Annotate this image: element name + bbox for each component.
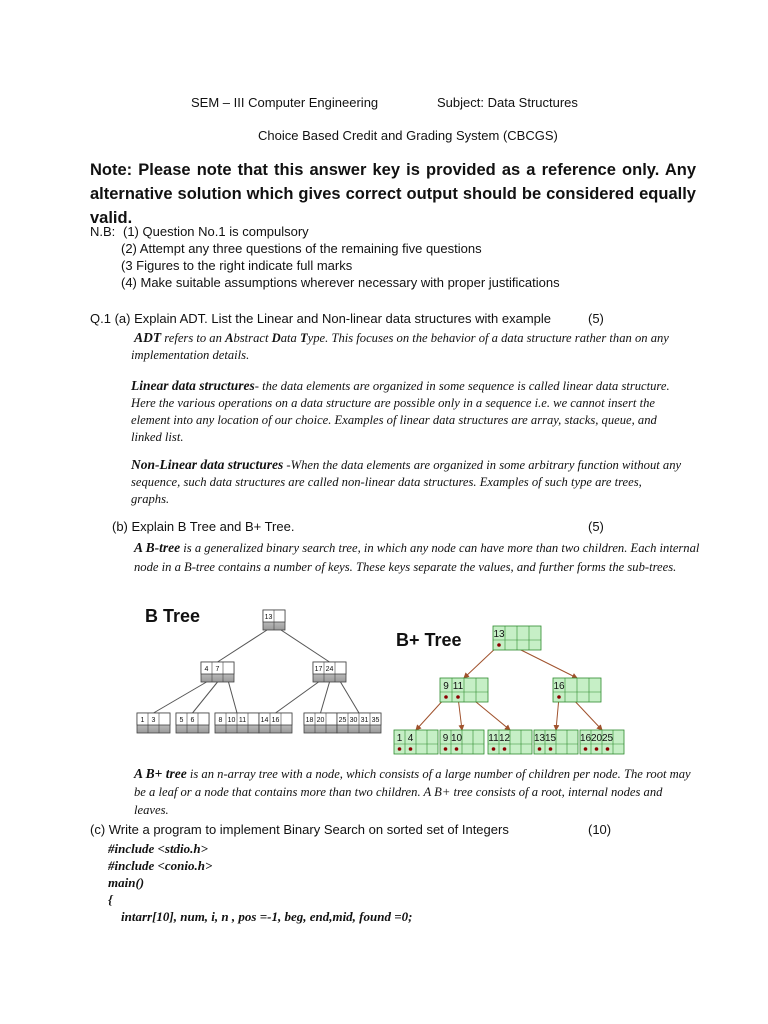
bplus-key: 9 — [443, 681, 449, 692]
subject-title: Subject: Data Structures — [437, 95, 578, 110]
btree-edge — [229, 682, 238, 713]
code-line: intarr[10], num, i, n , pos =-1, beg, end,mid, found =0; — [108, 909, 413, 924]
bplus-key: 11 — [488, 733, 499, 744]
bplus-key: 15 — [544, 733, 557, 744]
btree-edge — [154, 682, 207, 713]
nonlinear-text: -When the data elements are organized in some arbitrary function without any sequence, such data structures are called non-linear data structures. Examples of such type are trees, graphs. — [131, 458, 682, 506]
code-line: #include <stdio.h> — [108, 841, 209, 856]
btree-leaf-node — [337, 713, 381, 733]
btree-key: 17 — [314, 666, 323, 673]
btree-edge — [276, 682, 319, 713]
btree-edge — [341, 682, 360, 713]
linear-term: Linear data structures — [131, 378, 255, 393]
question-1c: (c) Write a program to implement Binary Search on sorted set of Integers — [90, 822, 509, 837]
adt-paragraph — [131, 329, 711, 364]
question-1b: (b) Explain B Tree and B+ Tree. — [112, 519, 295, 534]
bplus-key: 10 — [450, 733, 463, 744]
instruction-item: (2) Attempt any three questions of the remaining five questions — [121, 241, 482, 256]
reference-note: Note: Please note that this answer key is provided as a reference only. Any alternative solution which gives correct output should be considered equally valid. — [90, 161, 696, 227]
adt-text: ype. This focuses on the behavior of a data structure rather than on any implementation details. — [131, 331, 669, 362]
bplus-internal-node — [440, 678, 488, 702]
bplus-pointer — [456, 695, 460, 699]
btree-edge — [321, 682, 330, 713]
bplus-internal-node — [553, 678, 601, 702]
btree-key: 3 — [151, 717, 156, 724]
bplus-leaf-node — [394, 730, 438, 754]
bplus-leaf-node — [580, 730, 624, 754]
btree-key: 18 — [305, 717, 314, 724]
bplus-title: B+ Tree — [396, 630, 462, 650]
bplus-pointer — [444, 695, 448, 699]
instruction-item: (4) Make suitable assumptions wherever necessary with proper justifications — [121, 275, 560, 290]
btree-key: 4 — [204, 666, 209, 673]
bplus-pointer — [595, 747, 599, 751]
bplus-pointer — [557, 695, 561, 699]
bplus-key: 1 — [396, 733, 403, 744]
btree-leaf-node — [215, 713, 259, 733]
bplus-leaf-node — [534, 730, 578, 754]
btree-key: 5 — [179, 717, 184, 724]
bplus-root-node — [493, 626, 541, 650]
adt-text: refers to an — [161, 331, 226, 345]
adt-term: ADT — [134, 330, 162, 345]
bplus-key: 16 — [553, 681, 565, 692]
marks-1a: (5) — [588, 311, 604, 326]
adt-letter-t: T — [299, 331, 308, 345]
bplus-pointer — [584, 747, 588, 751]
btree-edge — [218, 630, 268, 662]
linear-paragraph — [131, 377, 683, 446]
bplus-term: A B+ tree — [134, 766, 187, 781]
bplus-pointer — [503, 747, 507, 751]
btree-title: B Tree — [145, 606, 201, 626]
btree-leaf-node — [259, 713, 292, 733]
btree-key: 30 — [349, 717, 358, 724]
bplus-pointer — [549, 747, 553, 751]
bplus-key: 11 — [452, 681, 464, 692]
bplus-pointer — [492, 747, 496, 751]
code-line: #include <conio.h> — [108, 858, 213, 873]
bplus-key: 13 — [533, 733, 546, 744]
marks-1c: (10) — [588, 822, 612, 837]
btree-key: 7 — [215, 666, 220, 673]
scheme-title: Choice Based Credit and Grading System (CBCGS) — [258, 128, 558, 143]
btree-key: 31 — [360, 717, 369, 724]
btree-paragraph — [134, 538, 700, 577]
bplus-figure — [390, 622, 638, 762]
btree-key: 24 — [325, 666, 334, 673]
adt-letter-a: A — [225, 331, 234, 345]
btree-leaf-node — [304, 713, 337, 733]
linear-text: - the data elements are organized in some sequence is called linear data structure. Here the various operations on a data structure are possible only in a sequence i.e. we cannot insert the element into any location of our choice. Examples of linear data structures are array, stacks, queue, and linked list. — [131, 379, 670, 444]
btree-text: is a generalized binary search tree, in which any node can have more than two children. Each internal node in a B-tree contains a number of keys. These keys separate the values, and further forms the sub-trees. — [134, 541, 700, 574]
bplus-leaf-node — [488, 730, 532, 754]
bplus-key: 25 — [601, 733, 614, 744]
bplus-pointer — [398, 747, 402, 751]
btree-key: 8 — [218, 717, 223, 724]
btree-key: 20 — [316, 717, 325, 724]
nonlinear-term: Non-Linear data structures — [131, 457, 284, 472]
nonlinear-paragraph — [131, 456, 683, 508]
code-line: main() — [108, 875, 145, 890]
bplus-key: 12 — [498, 733, 511, 744]
question-1a: Q.1 (a) Explain ADT. List the Linear and Non-linear data structures with example — [90, 311, 552, 326]
nb-label: N.B: — [90, 224, 116, 239]
instruction-item: (3 Figures to the right indicate full marks — [121, 258, 353, 273]
btree-key: 10 — [227, 717, 236, 724]
adt-text: ata — [280, 331, 300, 345]
bplus-pointer — [538, 747, 542, 751]
bplus-pointer — [497, 643, 501, 647]
bplus-key: 13 — [493, 629, 505, 640]
btree-internal-node — [313, 662, 346, 682]
btree-leaf-node — [137, 713, 170, 733]
btree-key: 25 — [338, 717, 347, 724]
btree-edge — [193, 682, 218, 713]
btree-root-node — [263, 610, 285, 630]
bplus-pointer — [455, 747, 459, 751]
btree-key: 1 — [140, 717, 145, 724]
btree-key: 11 — [238, 717, 247, 724]
btree-term: A B-tree — [134, 540, 181, 555]
bplus-key: 4 — [407, 733, 414, 744]
bplus-paragraph — [134, 765, 700, 819]
btree-key: 13 — [264, 614, 273, 621]
bplus-pointer — [606, 747, 610, 751]
marks-1b: (5) — [588, 519, 604, 534]
bplus-key: 20 — [590, 733, 603, 744]
bplus-key: 16 — [579, 733, 592, 744]
btree-leaf-node — [176, 713, 209, 733]
bplus-pointer — [409, 747, 413, 751]
bplus-key: 9 — [442, 733, 449, 744]
btree-edge — [281, 630, 330, 662]
btree-key: 6 — [190, 717, 195, 724]
code-line: { — [108, 892, 113, 907]
adt-letter-d: D — [271, 331, 281, 345]
btree-figure — [133, 600, 385, 752]
bplus-pointer — [444, 747, 448, 751]
bplus-text: is an n-array tree with a node, which consists of a large number of children per node. The root may be a leaf or a node that contains more than two children. A B+ tree consists of a root, internal nodes and leaves. — [134, 767, 691, 817]
course-title: SEM – III Computer Engineering — [191, 95, 379, 110]
bplus-leaf-node — [440, 730, 484, 754]
btree-key: 16 — [271, 717, 280, 724]
instruction-item: (1) Question No.1 is compulsory — [123, 224, 309, 239]
btree-key: 35 — [371, 717, 380, 724]
btree-key: 14 — [260, 717, 269, 724]
btree-internal-node — [201, 662, 234, 682]
adt-text: bstract — [233, 331, 272, 345]
